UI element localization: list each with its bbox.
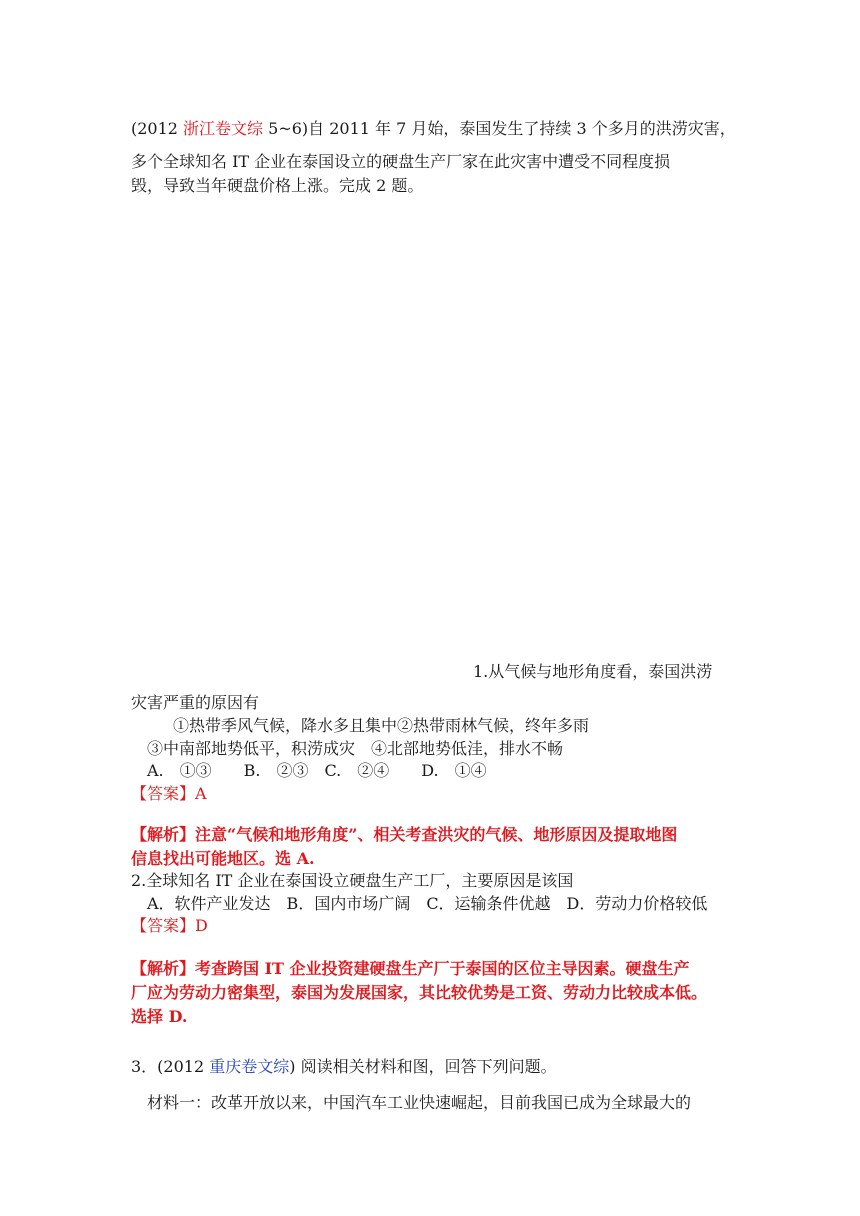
q2-analysis-3: 选择 D. [131, 1007, 188, 1026]
q1-analysis-1: 【解析】注意“气候和地形角度”、相关考查洪灾的气候、地形原因及提取地图 [131, 825, 678, 844]
q1-stem-b: 灾害严重的原因有 [131, 693, 260, 712]
q2-choices: A．软件产业发达 B．国内市场广阔 C．运输条件优越 D．劳动力价格较低 [147, 894, 708, 913]
q1-stem-a: 1.从气候与地形角度看，泰国洪涝 [473, 662, 713, 681]
intro-prefix: (2012 [131, 119, 184, 138]
q1-analysis-2: 信息找出可能地区。选 A. [131, 849, 315, 868]
q3-material-1: 材料一：改革开放以来，中国汽车工业快速崛起，目前我国已成为全球最大的 [147, 1093, 692, 1112]
q1-option-line-2: ③中南部地势低平，积涝成灾 ④北部地势低洼，排水不畅 [147, 739, 564, 758]
q3-prefix: 3．(2012 [131, 1057, 210, 1076]
q2-analysis-1: 【解析】考查跨国 IT 企业投资建硬盘生产厂于泰国的区位主导因素。硬盘生产 [131, 959, 690, 978]
intro-text: 5~6)自 2011 年 7 月始，泰国发生了持续 3 个多月的洪涝灾害， [263, 119, 736, 138]
q3-stem [131, 1056, 557, 1078]
q1-answer: 【答案】A [131, 784, 207, 803]
q1-option-line-1: ①热带季风气候，降水多且集中②热带雨林气候，终年多雨 [173, 716, 590, 735]
intro-line-2: 多个全球知名 IT 企业在泰国设立的硬盘生产厂家在此灾害中遭受不同程度损 [131, 152, 671, 171]
q2-analysis-2: 厂应为劳动力密集型，泰国为发展国家，其比较优势是工资、劳动力比较成本低。 [131, 983, 708, 1002]
intro-line-3: 毁，导致当年硬盘价格上涨。完成 2 题。 [131, 176, 424, 195]
q1-choices: A. ①③ B. ②③ C. ②④ D. ①④ [147, 761, 487, 780]
q2-stem: 2.全球知名 IT 企业在泰国设立硬盘生产工厂，主要原因是该国 [131, 871, 574, 890]
q3-text: ) 阅读相关材料和图，回答下列问题。 [289, 1057, 557, 1076]
intro-source: 浙江卷文综 [183, 119, 264, 138]
intro-line-1 [131, 118, 736, 140]
q3-source: 重庆卷文综 [209, 1057, 290, 1076]
map-figure-blank [131, 200, 731, 640]
q2-answer: 【答案】D [131, 916, 208, 935]
